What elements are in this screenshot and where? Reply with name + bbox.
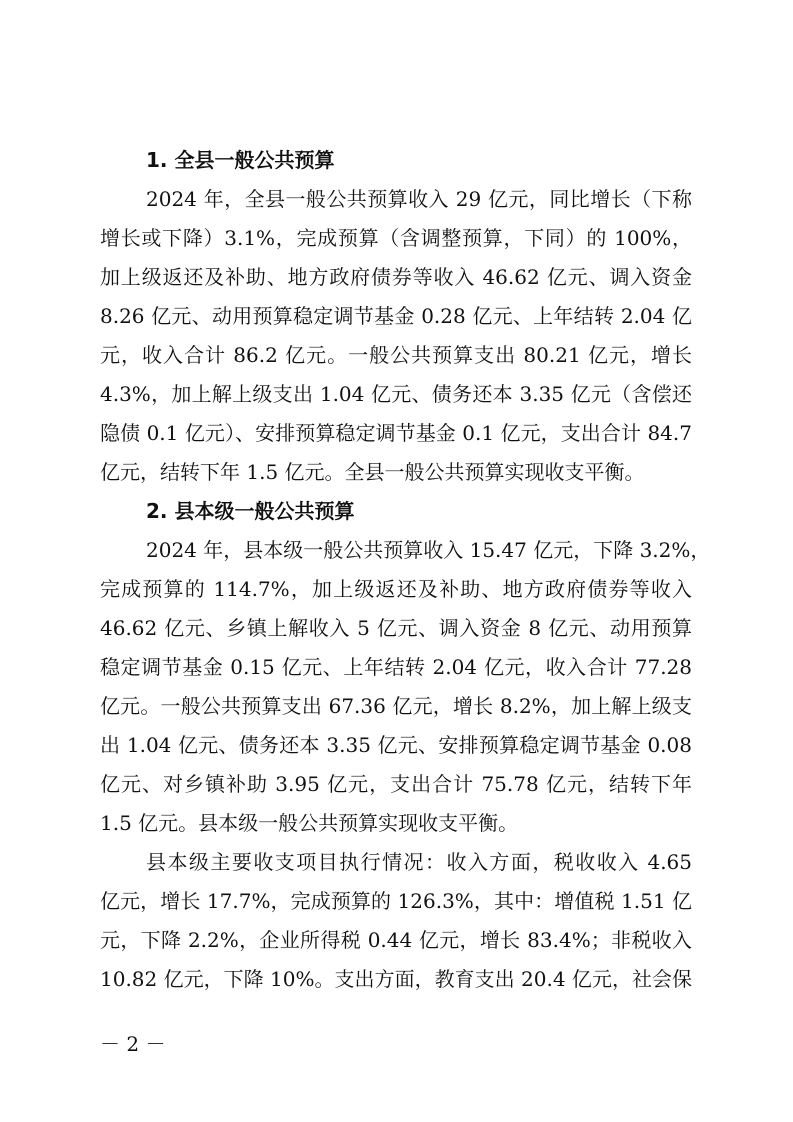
section-1-line-3: 加上级返还及补助、地方政府债券等收入 46.62 亿元、调入资金: [100, 265, 692, 289]
section-1-line-5: 元，收入合计 86.2 亿元。一般公共预算支出 80.21 亿元，增长: [100, 343, 692, 367]
section-1-line-8: 亿元，结转下年 1.5 亿元。全县一般公共预算实现收支平衡。: [100, 460, 645, 484]
section-3-line-2: 亿元，增长 17.7%，完成预算的 126.3%，其中：增值税 1.51 亿: [100, 889, 692, 913]
section-2-line-8: 1.5 亿元。县本级一般公共预算实现收支平衡。: [100, 811, 519, 835]
section-2-line-6: 出 1.04 亿元、债务还本 3.35 亿元、安排预算稳定调节基金 0.08: [100, 733, 692, 757]
section-3-line-4: 10.82 亿元，下降 10%。支出方面，教育支出 20.4 亿元，社会保: [100, 967, 692, 991]
section-1-line-7: 隐债 0.1 亿元）、安排预算稳定调节基金 0.1 亿元，支出合计 84.7: [100, 421, 692, 445]
section-2-line-4: 稳定调节基金 0.15 亿元、上年结转 2.04 亿元，收入合计 77.28: [100, 655, 692, 679]
section-2-line-7: 亿元、对乡镇补助 3.95 亿元，支出合计 75.78 亿元，结转下年: [100, 772, 692, 796]
section-1-line-1: 2024 年，全县一般公共预算收入 29 亿元，同比增长（下称: [146, 187, 692, 211]
section-2-heading: 2. 县本级一般公共预算: [146, 499, 355, 523]
section-1-heading: 1. 全县一般公共预算: [146, 148, 335, 172]
section-2-line-2: 完成预算的 114.7%，加上级返还及补助、地方政府债券等收入: [100, 577, 692, 601]
page-number: － 2 －: [100, 1032, 166, 1056]
section-3-line-3: 元，下降 2.2%，企业所得税 0.44 亿元，增长 83.4%；非税收入: [100, 928, 692, 952]
section-1-line-2: 增长或下降）3.1%，完成预算（含调整预算，下同）的 100%，: [100, 226, 692, 250]
section-1-line-4: 8.26 亿元、动用预算稳定调节基金 0.28 亿元、上年结转 2.04 亿: [100, 304, 692, 328]
section-2-line-3: 46.62 亿元、乡镇上解收入 5 亿元、调入资金 8 亿元、动用预算: [100, 616, 692, 640]
section-3-line-1: 县本级主要收支项目执行情况：收入方面，税收收入 4.65: [146, 850, 692, 874]
section-1-line-6: 4.3%，加上解上级支出 1.04 亿元、债务还本 3.35 亿元（含偿还: [100, 382, 692, 406]
section-2-line-5: 亿元。一般公共预算支出 67.36 亿元，增长 8.2%，加上解上级支: [100, 694, 692, 718]
section-2-line-1: 2024 年，县本级一般公共预算收入 15.47 亿元，下降 3.2%，: [146, 538, 711, 562]
